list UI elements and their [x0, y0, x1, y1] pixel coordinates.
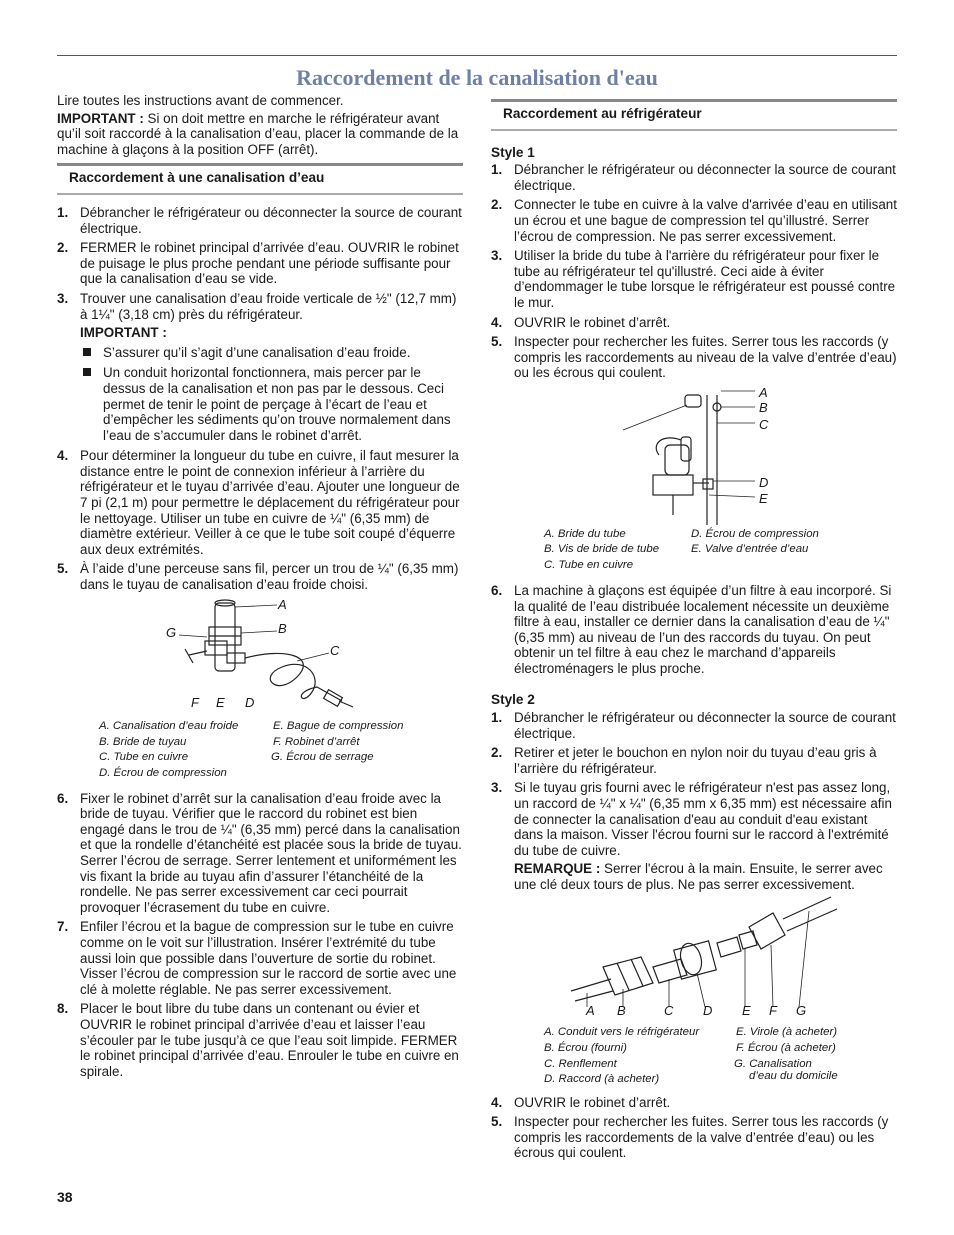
figure-caption: A. Canalisation d’eau froide B. Bride de tuyau C. Tube en cuivre D. Écrou de compression E. Bague de compression F. Robinet d’arrêt G. Écrou de serrage: [99, 719, 404, 779]
bullet-square-icon: [83, 368, 91, 376]
figure-inlet-valve: [491, 385, 897, 527]
step-item: 5. À l’aide d’une perceuse sans fil, percer un trou de ¼" (6,35 mm) dans le tuyau de canalisation d’eau froide choisi.: [57, 561, 459, 593]
figure-label: G: [166, 624, 177, 640]
important-note: [57, 111, 463, 158]
figure-caption: A. Bride du tube B. Vis de bride de tube C. Tube en cuivre D. Écrou de compression E. Valve d’entrée d’eau: [544, 527, 819, 571]
important-text: Si on doit mettre en marche le réfrigérateur avant qu’il soit raccordé à la canalisation d’eau, placer la commande de la machine à glaçons à la position OFF (arrêt).: [57, 110, 459, 157]
figure-label: D: [759, 474, 769, 490]
figure-label: E: [742, 1002, 751, 1018]
step-item: 5. Inspecter pour rechercher les fuites. Serrer tous les raccords (y compris les raccordements au niveau de la valve d’entrée d’eau) ou les écrous qui coulent.: [491, 334, 897, 381]
style2-heading: Style 2: [491, 692, 535, 708]
step-item: 5. Inspecter pour rechercher les fuites. Serrer tous les raccords (y compris les raccordements de la valve d’entrée d’eau) ou les écrous qui coulent.: [491, 1114, 889, 1161]
intro-text: Lire toutes les instructions avant de commencer.: [57, 93, 344, 108]
step-item: 1. Débrancher le réfrigérateur ou déconnecter la source de courant électrique.: [491, 710, 896, 741]
bullet-item: Un conduit horizontal fonctionnera, mais percer par le dessus de la canalisation et non pas par le dessous. Ceci permet de tenir le point de perçage à l’écart de l’eau et d’empêcher les sédiments qu’on trouve normalement dans l’eau de s’accumuler dans le robinet d’arrêt.: [57, 365, 463, 443]
figure-label: B: [617, 1002, 626, 1018]
bullet-square-icon: [83, 348, 91, 356]
fitting-illustration: [491, 897, 897, 1023]
bullet-item: S’assurer qu’il s’agit d’une canalisation d’eau froide.: [57, 345, 463, 361]
page-title: Raccordement de la canalisation d'eau: [296, 65, 658, 90]
step-item: 2. Connecter le tube en cuivre à la valve d'arrivée d’eau en utilisant un écrou et une bague de compression tel qu’illustré. Serrer l’écrou de compression. Ne pas serrer excessivement.: [491, 197, 897, 244]
step-item: 4. OUVRIR le robinet d’arrêt.: [491, 314, 671, 330]
step-item: 4. OUVRIR le robinet d’arrêt.: [491, 1094, 671, 1110]
figure-label: A: [278, 596, 287, 612]
figure-shutoff-valve: [57, 597, 463, 717]
step-important-label: IMPORTANT :: [80, 325, 167, 341]
figure-fitting: [491, 897, 897, 1023]
remark-note: REMARQUE : Serrer l'écrou à la main. Ensuite, le serrer avec une clé deux tours de plus. Ne pas serrer excessivement.: [514, 861, 883, 892]
figure-label: D: [703, 1002, 713, 1018]
figure-label: B: [278, 620, 287, 636]
step-item: 1. Débrancher le réfrigérateur ou déconnecter la source de courant électrique.: [491, 162, 896, 193]
figure-label: A: [586, 1002, 595, 1018]
important-label: IMPORTANT :: [57, 110, 144, 126]
step-item: 6. La machine à glaçons est équipée d’un filtre à eau incorporé. Si la qualité de l’eau distribuée localement nécessite un deuxième filtre à eau, installer ce dernier dans la canalisation d’eau de ¼" (6,35 mm) au niveau de l’un des raccords du tuyau. On peut obtenir un tel filtre à eau chez le marchand d’appareils électroménagers le plus proche.: [491, 582, 892, 676]
step-item: 3. Si le tuyau gris fourni avec le réfrigérateur n'est pas assez long, un raccord de ¼" x ¼" (6,35 mm x 6,35 mm) est nécessaire afin de connecter la canalisation d'eau au conduit d'eau existant dans la maison. Visser l'écrou fourni sur le raccord à l'extrémité du tube de cuivre. REMARQUE : Serrer l'écrou à la main. Ensuite, le serrer avec une clé deux tours de plus. Ne pas serrer excessivement.: [491, 780, 897, 892]
inlet-valve-illustration: [491, 385, 897, 527]
figure-label: C: [759, 416, 769, 432]
step-item: 4. Pour déterminer la longueur du tube en cuivre, il faut mesurer la distance entre le point de connexion inférieur à l’arrière du réfrigérateur et le tuyau d’arrivée d’eau. Ajouter une longueur de 7 pi (2,1 m) pour permettre le déplacement du réfrigérateur pour le nettoyage. Utiliser un tube en cuivre de ¼" (6,35 mm) de diamètre extérieur. Veiller à ce que le tube soit coupé d’équerre aux deux extrémités.: [57, 448, 460, 557]
section-heading-refrigerateur: Raccordement au réfrigérateur: [491, 99, 897, 131]
figure-caption: A. Conduit vers le réfrigérateur B. Écrou (fourni) C. Renflement D. Raccord (à acheter) E. Virole (à acheter) F. Écrou (à acheter) G. Canalisation d’eau du domicile: [544, 1025, 838, 1085]
figure-label: D: [245, 694, 255, 710]
figure-label: A: [759, 384, 768, 400]
step-item: 2. Retirer et jeter le bouchon en nylon noir du tuyau d’eau gris à l’arrière du réfrigérateur.: [491, 745, 877, 776]
step-item: 3. Trouver une canalisation d’eau froide verticale de ½" (12,7 mm) à 1¼" (3,18 cm) près du réfrigérateur. IMPORTANT :: [57, 291, 463, 341]
step-item: 1. Débrancher le réfrigérateur ou déconnecter la source de courant électrique.: [57, 204, 462, 236]
right-column: [491, 99, 897, 1165]
figure-label: F: [191, 694, 199, 710]
figure-label: B: [759, 399, 768, 415]
figure-label: C: [664, 1002, 674, 1018]
style1-heading: Style 1: [491, 144, 535, 160]
top-rule: [57, 55, 897, 56]
step-item: 6. Fixer le robinet d’arrêt sur la canalisation d’eau froide avec la bride de tuyau. Vérifier que le raccord du robinet est bien engagé dans le trou de ¼" (6,35 mm) percé dans la canalisation et que la rondelle d’étanchéité est placée sous la bride de tuyau. Serrer l’écrou de serrage. Serrer lentement et uniformément les vis fixant la bride au tuyau afin d’assurer l’étanchéité de la rondelle. Ne pas serrer excessivement car ceci pourrait provoquer l’écrasement du tube en cuivre.: [57, 790, 462, 915]
step-item: 8. Placer le bout libre du tube dans un contenant ou évier et OUVRIR le robinet principal d’arrivée d’eau et laisser l’eau s’écouler par le tube jusqu’à ce que l’eau soit limpide. FERMER le robinet principal d’arrivée d’eau. Enrouler le tube en cuivre en spirale.: [57, 1001, 459, 1079]
figure-label: E: [216, 694, 225, 710]
page-number: 38: [57, 1189, 73, 1205]
figure-label: E: [759, 490, 768, 506]
shutoff-valve-illustration: [57, 597, 463, 717]
section-heading-canalisation: Raccordement à une canalisation d’eau: [57, 163, 463, 195]
figure-label: F: [769, 1002, 777, 1018]
left-column: [57, 93, 463, 1083]
step-item: 3. Utiliser la bride du tube à l'arrière du réfrigérateur pour fixer le tube au réfrigérateur tel qu'illustré. Ceci aide à éviter d’endommager le tube lorsque le réfrigérateur est poussé contre le mur.: [491, 248, 896, 310]
step-item: 7. Enfiler l’écrou et la bague de compression sur le tube en cuivre comme on le voit sur l’illustration. Insérer l’extrémité du tube aussi loin que possible dans l’ouverture de sortie du robinet. Visser l’écrou de compression sur le raccord de sortie avec une clé à molette réglable. Ne pas serrer excessivement.: [57, 919, 457, 997]
step-item: 2. FERMER le robinet principal d’arrivée d’eau. OUVRIR le robinet de puisage le plus proche pendant une période suffisante pour que la canalisation d’eau se vide.: [57, 240, 459, 287]
figure-label: C: [330, 642, 340, 658]
figure-label: G: [796, 1002, 807, 1018]
